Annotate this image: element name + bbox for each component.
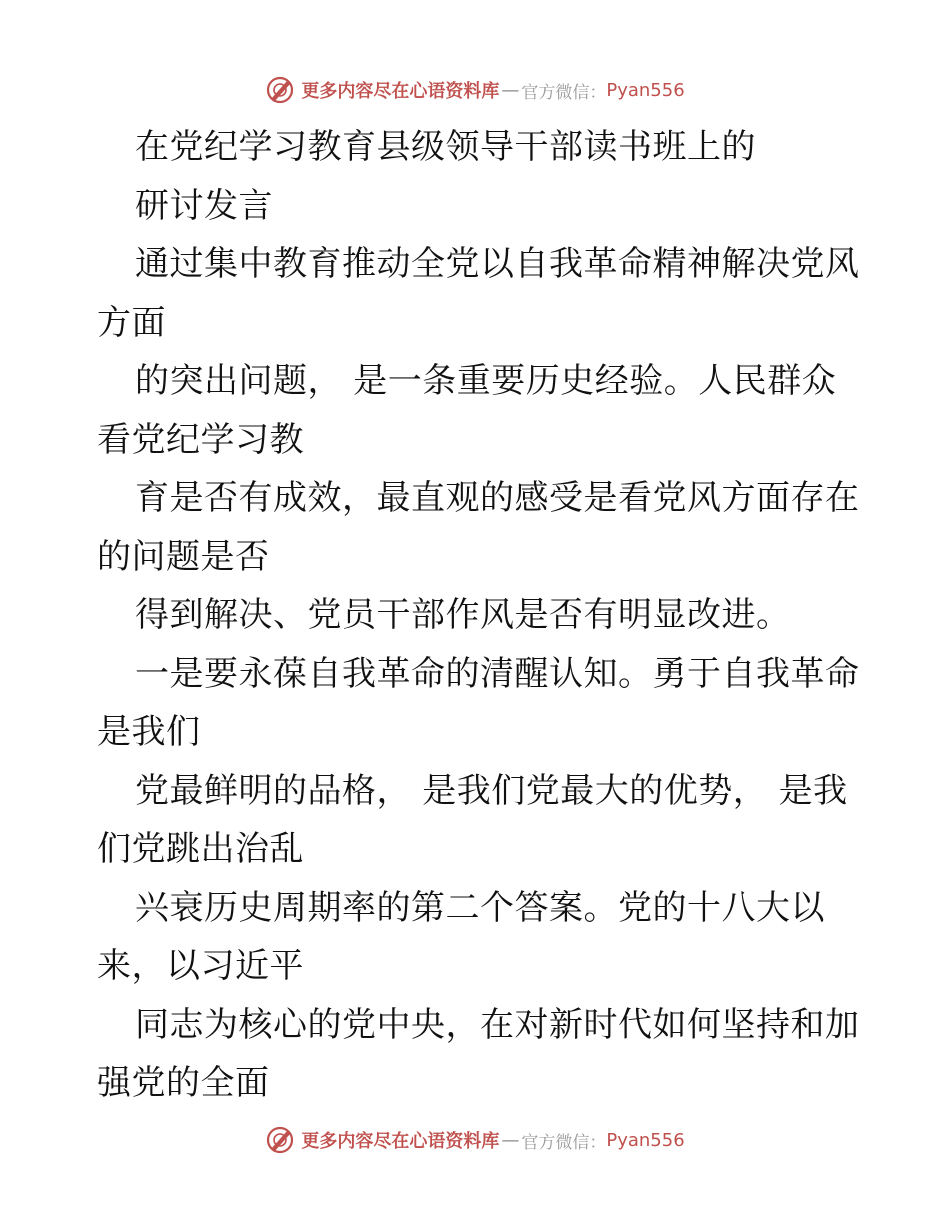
footer-watermark [0, 1122, 950, 1158]
header-watermark [0, 72, 950, 108]
document-body [97, 118, 860, 1113]
watermark-separator: — [501, 79, 520, 101]
text-line: 的突出问题， 是一条重要历史经验。人民群众 [135, 361, 837, 401]
text-line: 方面 [97, 302, 166, 343]
text-line: 在党纪学习教育县级领导干部读书班上的 [135, 127, 756, 167]
watermark-account-id: Pyan556 [606, 1129, 685, 1151]
text-line: 强党的全面 [97, 1063, 270, 1103]
watermark-account-id: Pyan556 [606, 79, 685, 101]
pen-logo-icon [265, 75, 295, 105]
text-line: 是我们 [97, 712, 201, 752]
text-line: 通过集中教育推动全党以自我革命精神解决党风 [135, 244, 860, 284]
watermark-account-label: 官方微信： [521, 1132, 607, 1153]
watermark-account-label: 官方微信： [521, 82, 607, 103]
pen-logo-icon [265, 1125, 295, 1155]
watermark-main-text: 更多内容尽在心语资料库 [301, 81, 500, 102]
text-line: 的问题是否 [97, 536, 270, 577]
text-line: 育是否有成效，最直观的感受是看党风方面存在 [135, 478, 860, 518]
text-line: 研讨发言 [135, 185, 273, 226]
text-line: 党最鲜明的品格， 是我们党最大的优势， 是我 [135, 770, 848, 811]
text-line: 一是要永葆自我革命的清醒认知。勇于自我革命 [135, 653, 860, 694]
text-line: 得到解决、党员干部作风是否有明显改进。 [135, 595, 791, 635]
text-line: 看党纪学习教 [97, 419, 304, 460]
text-line: 来，以习近平 [97, 946, 304, 986]
text-line: 兴衰历史周期率的第二个答案。党的十八大以 [135, 887, 825, 928]
watermark-main-text: 更多内容尽在心语资料库 [301, 1131, 500, 1152]
text-line: 同志为核心的党中央，在对新时代如何坚持和加 [135, 1004, 860, 1045]
watermark-separator: — [501, 1129, 520, 1151]
text-line: 们党跳出治乱 [97, 829, 304, 869]
